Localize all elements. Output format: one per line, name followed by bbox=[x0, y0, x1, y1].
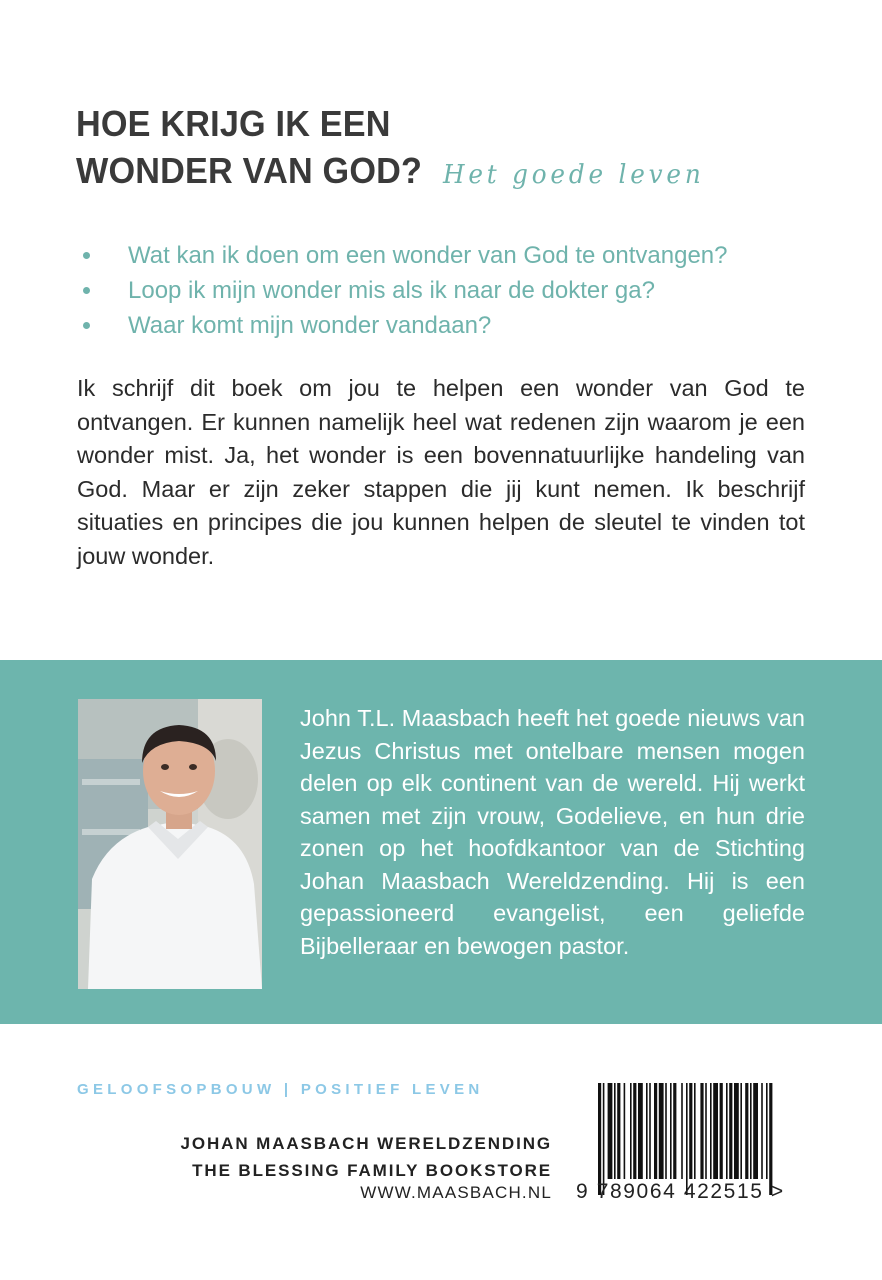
barcode-bar bbox=[753, 1083, 758, 1179]
barcode-bar bbox=[750, 1083, 752, 1179]
publisher-block bbox=[181, 1130, 552, 1184]
barcode-bar bbox=[598, 1083, 601, 1195]
barcode-bar bbox=[766, 1083, 768, 1179]
category-labels: GELOOFSOPBOUW | POSITIEF LEVEN bbox=[77, 1081, 484, 1098]
question-text: Waar komt mijn wonder vandaan? bbox=[128, 312, 492, 339]
barcode-bar bbox=[673, 1083, 676, 1179]
list-item bbox=[80, 273, 728, 308]
question-list bbox=[80, 238, 728, 343]
barcode-bar bbox=[686, 1083, 688, 1195]
barcode-bar bbox=[670, 1083, 672, 1179]
barcode-bar bbox=[617, 1083, 620, 1179]
barcode-bar bbox=[769, 1083, 772, 1195]
barcode-bar bbox=[710, 1083, 712, 1179]
list-item bbox=[80, 308, 728, 343]
list-item bbox=[80, 238, 728, 273]
barcode-bar bbox=[726, 1083, 728, 1179]
barcode-bar bbox=[705, 1083, 707, 1179]
barcode-bar bbox=[740, 1083, 742, 1179]
bookstore-name: THE BLESSING FAMILY BOOKSTORE bbox=[192, 1161, 552, 1180]
website-link[interactable]: WWW.MAASBACH.NL bbox=[360, 1183, 552, 1202]
barcode-bar bbox=[603, 1083, 605, 1195]
title-line-2-text: WONDER VAN GOD? bbox=[76, 150, 423, 191]
intro-paragraph: Ik schrijf dit boek om jou te helpen een wonder van God te ontvangen. Er kunnen namelijk heel wat redenen zijn waarom je een wonder mist. Ja, het wonder is een bovennatuurlijke handeling van God. Maar er zijn zeker stappen die jij kunt nemen. Ik beschrijf situaties en principes die jou kunnen helpen de sleutel te vinden tot jouw wonder. bbox=[77, 375, 805, 569]
barcode-bar bbox=[624, 1083, 626, 1179]
author-portrait-image bbox=[78, 699, 262, 989]
barcode-bar bbox=[713, 1083, 718, 1179]
book-title bbox=[76, 100, 705, 199]
barcode-bar bbox=[608, 1083, 613, 1179]
barcode-bar bbox=[689, 1083, 692, 1179]
isbn-digits: 9 789064 422515 > bbox=[576, 1180, 785, 1203]
series-name: Het goede leven bbox=[443, 160, 705, 190]
title-line-1: HOE KRIJG IK EEN bbox=[76, 103, 391, 144]
barcode-bar bbox=[734, 1083, 739, 1179]
barcode-bar bbox=[614, 1083, 616, 1179]
author-section bbox=[0, 660, 882, 1024]
barcode-bar bbox=[659, 1083, 664, 1179]
barcode-bar bbox=[745, 1083, 748, 1179]
barcode-bar bbox=[646, 1083, 648, 1179]
barcode-bar bbox=[638, 1083, 643, 1179]
title-line-2 bbox=[76, 147, 705, 199]
barcode-bar bbox=[694, 1083, 696, 1179]
barcode-bar bbox=[665, 1083, 667, 1179]
question-text: Loop ik mijn wonder mis als ik naar de dokter ga? bbox=[128, 277, 655, 304]
barcode-bar bbox=[700, 1083, 703, 1179]
question-text: Wat kan ik doen om een wonder van God te ontvangen? bbox=[128, 242, 728, 269]
bullet-dot-icon bbox=[83, 287, 90, 294]
bullet-dot-icon bbox=[83, 252, 90, 259]
barcode-bar bbox=[729, 1083, 732, 1179]
author-bio: John T.L. Maasbach heeft het goede nieuws van Jezus Christus met ontelbare mensen mogen delen op elk continent van de wereld. Hij werkt samen met zijn vrouw, Godelieve, en hun drie zonen op het hoofdkantoor van de Stichting Johan Maasbach Wereldzending. Hij is een gepassioneerd evangelist, een geliefde Bijbelleraar en bewogen pastor. bbox=[300, 705, 805, 959]
barcode-bar bbox=[654, 1083, 657, 1179]
barcode-bar bbox=[681, 1083, 683, 1179]
author-photo bbox=[78, 699, 262, 989]
publisher-name: JOHAN MAASBACH WERELDZENDING bbox=[180, 1134, 552, 1153]
barcode-bar bbox=[633, 1083, 636, 1179]
barcode-bar bbox=[649, 1083, 651, 1179]
barcode-bar bbox=[761, 1083, 763, 1179]
bullet-dot-icon bbox=[83, 322, 90, 329]
barcode-bar bbox=[720, 1083, 723, 1179]
barcode-bar bbox=[630, 1083, 632, 1179]
